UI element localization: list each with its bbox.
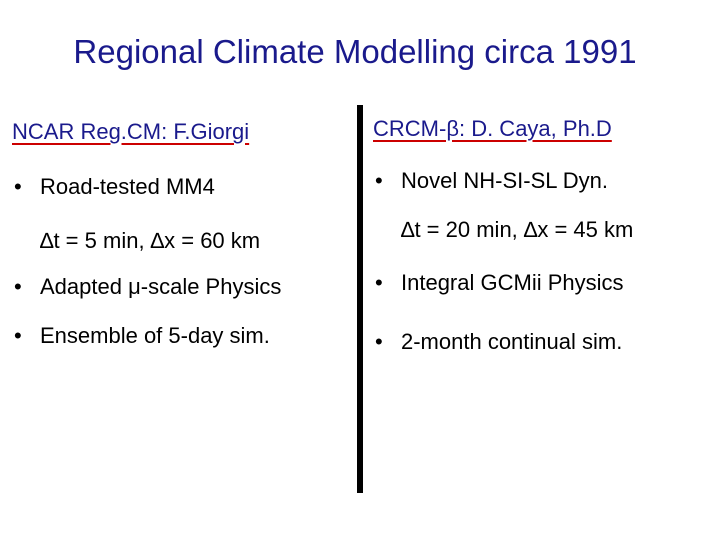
bullet-icon: • [375, 270, 383, 295]
right-bullet-physics [375, 269, 624, 297]
right-bullet-continual-text: 2-month continual sim. [401, 329, 623, 354]
left-bullet-physics-text: Adapted μ-scale Physics [40, 274, 282, 299]
right-timestep-resolution: ∆t = 20 min, ∆x = 45 km [401, 217, 634, 242]
left-bullet-road-tested [14, 173, 215, 201]
bullet-icon: • [14, 174, 22, 199]
left-bullet-ensemble [14, 322, 270, 350]
bullet-icon: • [14, 274, 22, 299]
left-column-heading: NCAR Reg.CM: F.Giorgi [12, 119, 250, 144]
right-bullet-dynamics-text: Novel NH-SI-SL Dyn. [401, 168, 609, 193]
bullet-icon: • [14, 323, 22, 348]
column-divider [357, 105, 363, 493]
left-bullet-physics [14, 273, 281, 301]
left-timestep-resolution: ∆t = 5 min, ∆x = 60 km [40, 228, 261, 253]
right-bullet-physics-text: Integral GCMii Physics [401, 270, 624, 295]
bullet-icon: • [375, 329, 383, 354]
right-bullet-dynamics [375, 167, 608, 195]
right-bullet-continual [375, 328, 622, 356]
slide-title: Regional Climate Modelling circa 1991 [73, 33, 637, 70]
left-bullet-ensemble-text: Ensemble of 5-day sim. [40, 323, 270, 348]
right-column-heading: CRCM-β: D. Caya, Ph.D [373, 116, 612, 141]
left-bullet-road-tested-text: Road-tested MM4 [40, 174, 215, 199]
bullet-icon: • [375, 168, 383, 193]
